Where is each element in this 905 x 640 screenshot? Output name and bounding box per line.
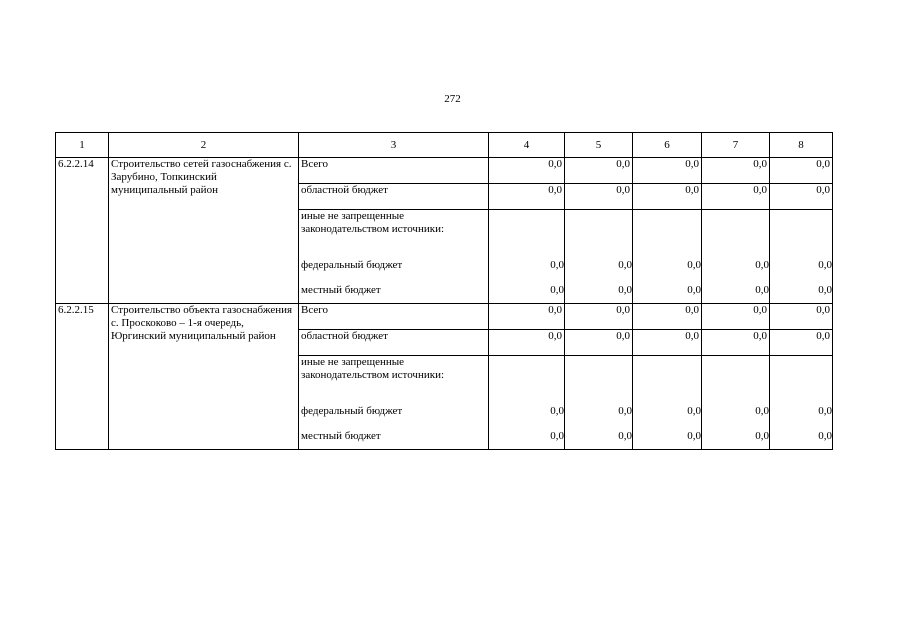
value-cell: 0,0 xyxy=(702,424,770,450)
item-name: Строительство сетей газоснабжения с. Зарубино, Топкинский муниципальный район xyxy=(109,158,299,304)
value-cell: 0,0 xyxy=(489,158,565,184)
budget-table xyxy=(55,132,833,450)
value-cell: 0,0 xyxy=(489,252,565,278)
column-header: 7 xyxy=(702,133,770,158)
item-code: 6.2.2.15 xyxy=(56,304,109,450)
value-cell: 0,0 xyxy=(565,184,633,210)
source-label: федеральный бюджет xyxy=(299,252,489,278)
value-cell: 0,0 xyxy=(702,184,770,210)
table-row xyxy=(56,304,833,330)
value-cell: 0,0 xyxy=(489,304,565,330)
value-cell: 0,0 xyxy=(565,304,633,330)
empty-cell xyxy=(770,356,833,398)
page-number: 272 xyxy=(444,93,461,105)
source-label: федеральный бюджет xyxy=(299,398,489,424)
value-cell: 0,0 xyxy=(565,330,633,356)
empty-cell xyxy=(702,210,770,252)
empty-cell xyxy=(565,210,633,252)
item-code: 6.2.2.14 xyxy=(56,158,109,304)
empty-cell xyxy=(565,356,633,398)
empty-cell xyxy=(702,356,770,398)
source-label: областной бюджет xyxy=(299,184,489,210)
value-cell: 0,0 xyxy=(770,184,833,210)
value-cell: 0,0 xyxy=(702,158,770,184)
source-label: местный бюджет xyxy=(299,424,489,450)
value-cell: 0,0 xyxy=(770,304,833,330)
source-label xyxy=(299,210,489,252)
value-cell: 0,0 xyxy=(633,330,702,356)
value-cell: 0,0 xyxy=(565,424,633,450)
value-cell: 0,0 xyxy=(565,158,633,184)
source-label xyxy=(299,356,489,398)
value-cell: 0,0 xyxy=(702,252,770,278)
empty-cell xyxy=(633,356,702,398)
column-header: 3 xyxy=(299,133,489,158)
value-cell: 0,0 xyxy=(770,158,833,184)
item-name: Строительство объекта газоснабжения с. Проскоково – 1-я очередь, Юргинский муниципальный район xyxy=(109,304,299,450)
value-cell: 0,0 xyxy=(770,424,833,450)
value-cell: 0,0 xyxy=(565,252,633,278)
value-cell: 0,0 xyxy=(633,398,702,424)
source-label: Всего xyxy=(299,158,489,184)
value-cell: 0,0 xyxy=(489,398,565,424)
value-cell: 0,0 xyxy=(633,252,702,278)
value-cell: 0,0 xyxy=(489,330,565,356)
value-cell: 0,0 xyxy=(702,304,770,330)
source-label: Всего xyxy=(299,304,489,330)
value-cell: 0,0 xyxy=(702,398,770,424)
empty-cell xyxy=(770,210,833,252)
source-label-text: иные не запрещенные законодательством источники: xyxy=(301,210,445,235)
value-cell: 0,0 xyxy=(633,158,702,184)
value-cell: 0,0 xyxy=(770,252,833,278)
value-cell: 0,0 xyxy=(633,424,702,450)
value-cell: 0,0 xyxy=(702,330,770,356)
value-cell: 0,0 xyxy=(489,424,565,450)
column-header: 1 xyxy=(56,133,109,158)
empty-cell xyxy=(489,210,565,252)
value-cell: 0,0 xyxy=(770,398,833,424)
column-header: 5 xyxy=(565,133,633,158)
table-row xyxy=(56,158,833,184)
empty-cell xyxy=(633,210,702,252)
value-cell: 0,0 xyxy=(633,278,702,304)
column-header: 4 xyxy=(489,133,565,158)
value-cell: 0,0 xyxy=(565,278,633,304)
value-cell: 0,0 xyxy=(565,398,633,424)
value-cell: 0,0 xyxy=(702,278,770,304)
source-label: местный бюджет xyxy=(299,278,489,304)
value-cell: 0,0 xyxy=(633,304,702,330)
value-cell: 0,0 xyxy=(633,184,702,210)
value-cell: 0,0 xyxy=(489,184,565,210)
value-cell: 0,0 xyxy=(489,278,565,304)
column-header: 6 xyxy=(633,133,702,158)
value-cell: 0,0 xyxy=(770,278,833,304)
value-cell: 0,0 xyxy=(770,330,833,356)
header-row xyxy=(56,133,833,158)
empty-cell xyxy=(489,356,565,398)
source-label: областной бюджет xyxy=(299,330,489,356)
column-header: 8 xyxy=(770,133,833,158)
column-header: 2 xyxy=(109,133,299,158)
source-label-text: иные не запрещенные законодательством источники: xyxy=(301,356,445,381)
